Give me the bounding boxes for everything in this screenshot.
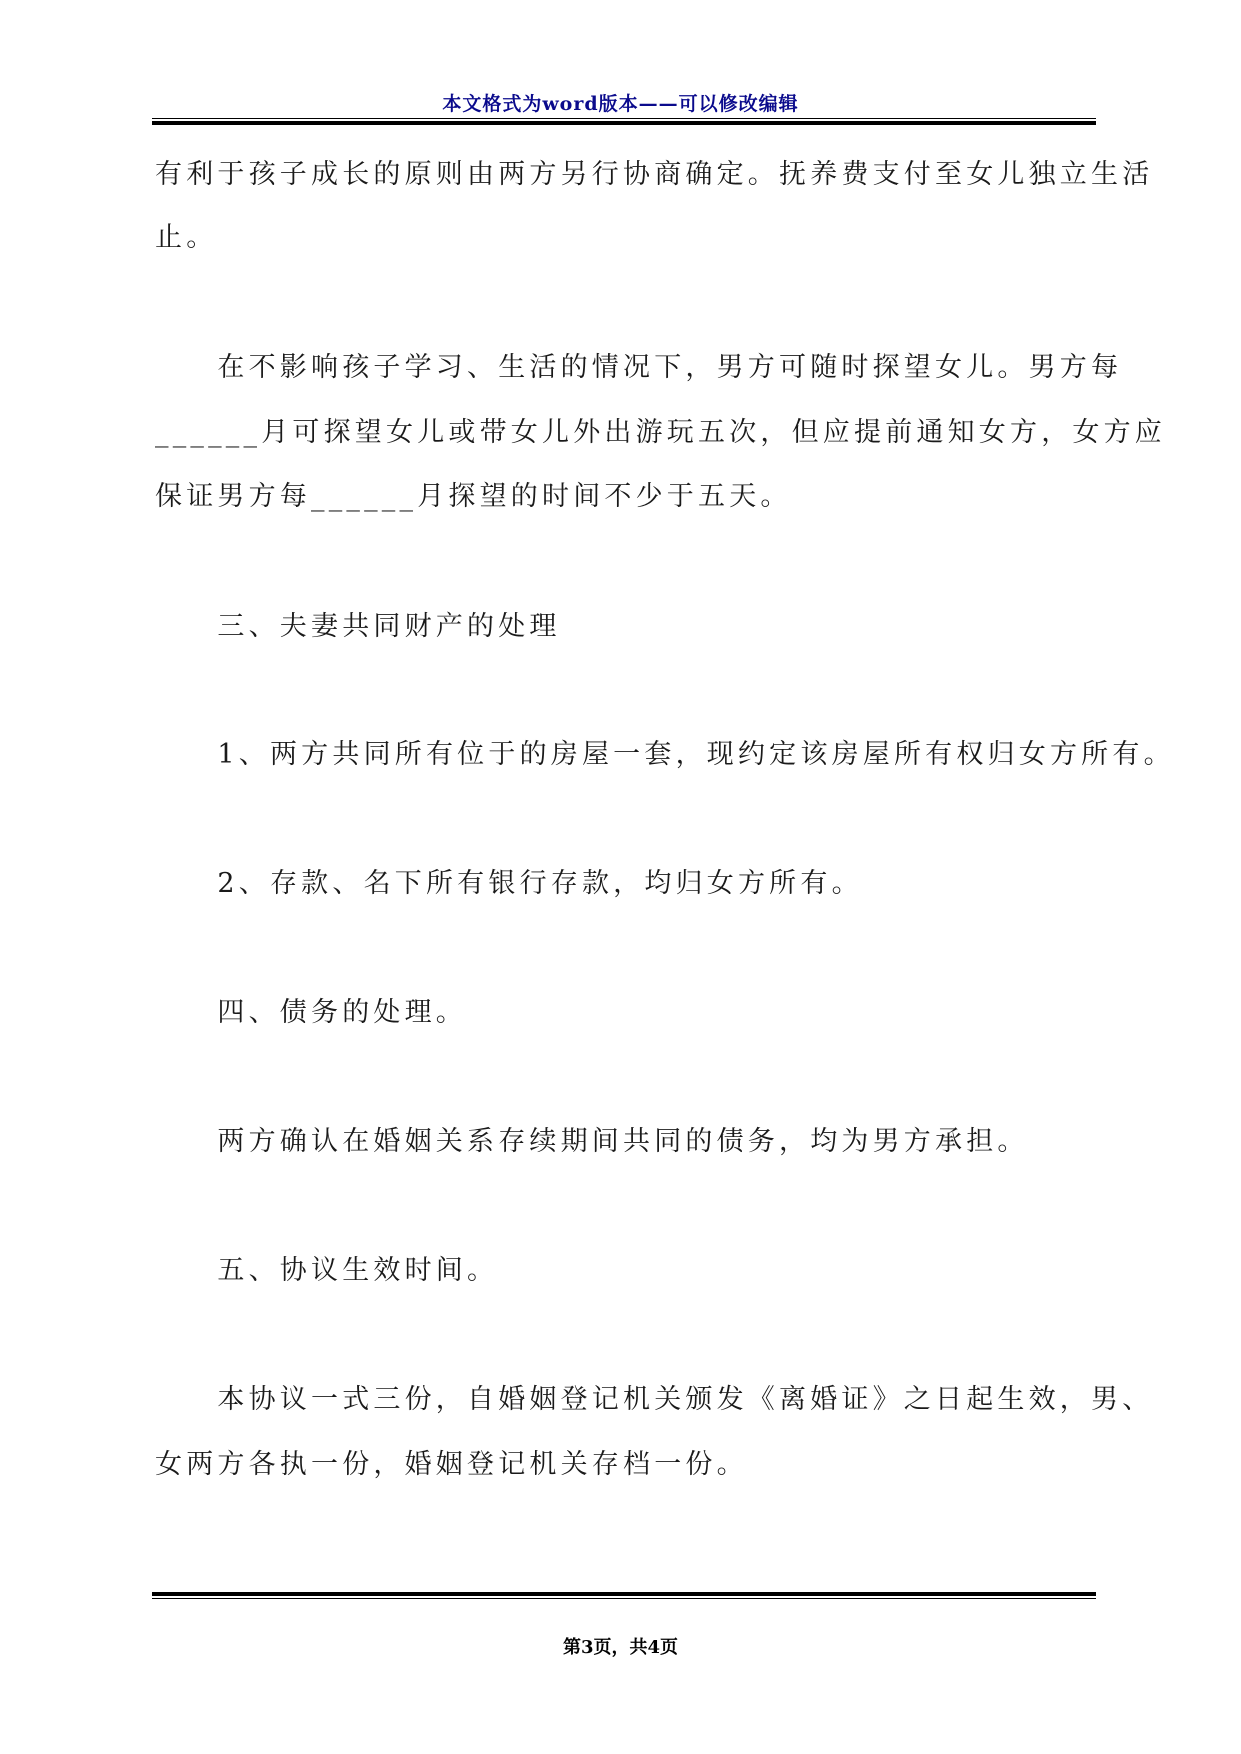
footer-rule-thin xyxy=(152,1598,1096,1599)
footer-rule-thick xyxy=(152,1592,1096,1596)
section-heading: 五、协议生效时间。 xyxy=(155,1255,499,1286)
header-rule-thick xyxy=(152,121,1096,125)
section-heading: 四、债务的处理。 xyxy=(155,997,467,1028)
document-header-title: 本文格式为word版本——可以修改编辑 xyxy=(442,93,799,115)
body-line: 本协议一式三份，自婚姻登记机关颁发《离婚证》之日起生效，男、 xyxy=(155,1384,1154,1415)
body-line: 保证男方每______月探望的时间不少于五天。 xyxy=(155,481,792,512)
body-line: 两方确认在婚姻关系存续期间共同的债务，均为男方承担。 xyxy=(155,1126,1029,1157)
section-heading: 三、夫妻共同财产的处理 xyxy=(155,611,561,642)
body-line: 女两方各执一份，婚姻登记机关存档一份。 xyxy=(155,1449,748,1480)
body-line: 1、两方共同所有位于的房屋一套，现约定该房屋所有权归女方所有。 xyxy=(155,739,1175,770)
body-line: ______月可探望女儿或带女儿外出游玩五次，但应提前通知女方，女方应 xyxy=(155,417,1166,448)
page-number: 第3页，共4页 xyxy=(562,1637,679,1658)
body-line: 2、存款、名下所有银行存款，均归女方所有。 xyxy=(155,868,863,899)
body-line: 在不影响孩子学习、生活的情况下，男方可随时探望女儿。男方每 xyxy=(155,352,1123,383)
body-line: 有利于孩子成长的原则由两方另行协商确定。抚养费支付至女儿独立生活 xyxy=(155,159,1154,190)
body-line: 止。 xyxy=(155,222,218,253)
header-rule-thin xyxy=(152,118,1096,119)
